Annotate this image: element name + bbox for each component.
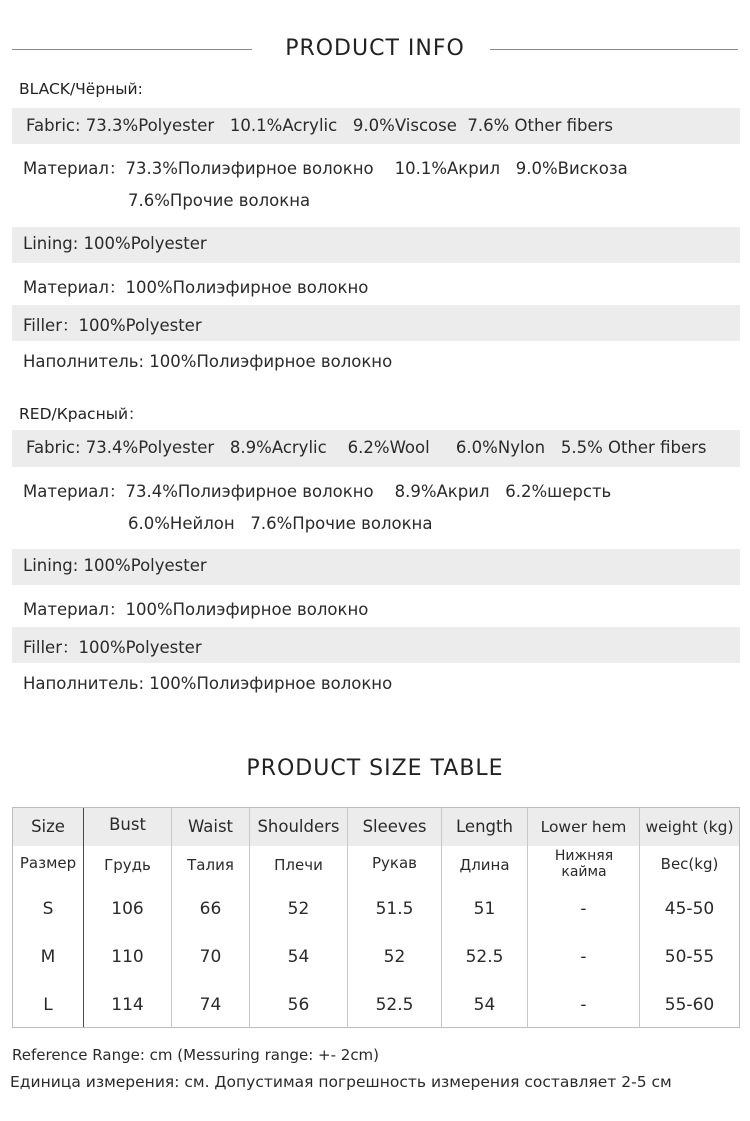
- size-table: [12, 807, 740, 1028]
- cell-sleeves: 52: [383, 947, 406, 967]
- cell-waist: 70: [199, 947, 222, 967]
- black-fabric-ru-line2: 7.6%Прочие волокна: [128, 191, 311, 210]
- red-lining-ru: Материал：100%Полиэфирное волокно: [23, 600, 369, 619]
- header-ru-waist: Талия: [187, 856, 234, 874]
- black-lining-ru-row: [12, 265, 740, 303]
- cell-shoulders: 56: [287, 995, 310, 1015]
- cell-waist: 66: [199, 899, 222, 919]
- black-fabric-ru-row: [12, 147, 740, 225]
- header-sleeves: Sleeves: [362, 817, 427, 836]
- red-filler-ru-row: [12, 665, 740, 703]
- black-fabric-en: Fabric: 73.3%Polyester 10.1%Acrylic 9.0%Viscose 7.6% Other fibers: [26, 116, 614, 135]
- cell-length: 54: [473, 995, 496, 1015]
- cell-lower-hem: -: [580, 995, 587, 1015]
- black-lining-ru: Материал：100%Полиэфирное волокно: [23, 278, 369, 297]
- red-filler-en-row: [12, 627, 740, 663]
- cell-sleeves: 52.5: [375, 995, 414, 1015]
- red-fabric-ru-row: [12, 469, 740, 547]
- cell-lower-hem: -: [580, 899, 587, 919]
- header-ru-bust: Грудь: [104, 856, 151, 874]
- header-ru-weight: Вес(kg): [660, 855, 719, 873]
- black-filler-en: Filler：100%Polyester: [23, 316, 202, 335]
- black-lining-en: Lining: 100%Polyester: [23, 234, 207, 253]
- red-fabric-en-row: [12, 430, 740, 467]
- cell-size: L: [43, 995, 53, 1015]
- black-filler-ru: Наполнитель: 100%Полиэфирное волокно: [23, 352, 393, 371]
- cell-sleeves: 51.5: [375, 899, 414, 919]
- size-table-title: PRODUCT SIZE TABLE: [246, 756, 504, 781]
- product-info-title: PRODUCT INFO: [285, 36, 465, 61]
- cell-bust: 110: [111, 947, 144, 967]
- red-fabric-ru-line1: Материал：73.4%Полиэфирное волокно 8.9%Акрил 6.2%шерсть: [23, 482, 612, 501]
- header-length: Length: [456, 817, 513, 836]
- cell-lower-hem: -: [580, 947, 587, 967]
- black-color-label: BLACK/Чёрный:: [19, 80, 143, 98]
- header-size: Size: [31, 817, 65, 836]
- red-fabric-en: Fabric: 73.4%Polyester 8.9%Acrylic 6.2%Wool 6.0%Nylon 5.5% Other fibers: [26, 438, 707, 457]
- header-lower-hem: Lower hem: [540, 818, 627, 836]
- cell-bust: 106: [111, 899, 144, 919]
- header-ru-shoulders: Плечи: [274, 856, 323, 874]
- cell-length: 52.5: [465, 947, 504, 967]
- header-shoulders: Shoulders: [257, 817, 340, 836]
- black-fabric-en-row: [12, 108, 740, 144]
- black-fabric-ru-line1: Материал：73.3%Полиэфирное волокно 10.1%Акрил 9.0%Вискоза: [23, 159, 628, 178]
- header-weight: weight (kg): [645, 818, 734, 836]
- cell-waist: 74: [199, 995, 222, 1015]
- black-filler-en-row: [12, 305, 740, 341]
- cell-weight: 50-55: [664, 947, 715, 967]
- cell-bust: 114: [111, 995, 144, 1015]
- header-waist: Waist: [187, 817, 234, 836]
- cell-weight: 45-50: [664, 899, 715, 919]
- red-lining-en-row: [12, 549, 740, 585]
- black-filler-ru-row: [12, 343, 740, 381]
- red-filler-en: Filler：100%Polyester: [23, 638, 202, 657]
- red-filler-ru: Наполнитель: 100%Полиэфирное волокно: [23, 674, 393, 693]
- cell-size: S: [42, 899, 54, 919]
- reference-range-note-en: Reference Range: cm (Messuring range: +- 2cm): [12, 1046, 380, 1064]
- cell-length: 51: [473, 899, 496, 919]
- cell-size: M: [40, 947, 56, 967]
- reference-range-note-ru: Единица измерения: см. Допустимая погрешность измерения составляет 2-5 см: [10, 1073, 672, 1091]
- header-ru-sleeves: Рукав: [371, 854, 417, 872]
- red-lining-en: Lining: 100%Polyester: [23, 556, 207, 575]
- red-color-label: RED/Красный：: [19, 405, 144, 423]
- cell-shoulders: 52: [287, 899, 310, 919]
- header-ru-length: Длина: [459, 856, 510, 874]
- header-ru-lower-hem: Нижняя кайма: [554, 848, 614, 880]
- cell-weight: 55-60: [664, 995, 715, 1015]
- black-lining-en-row: [12, 227, 740, 263]
- cell-shoulders: 54: [287, 947, 310, 967]
- heading-rule-right: [490, 49, 738, 50]
- header-ru-size: Размер: [19, 854, 77, 872]
- header-bust: Bust: [109, 815, 146, 834]
- red-fabric-ru-line2: 6.0%Нейлон 7.6%Прочие волокна: [128, 514, 433, 533]
- red-lining-ru-row: [12, 587, 740, 625]
